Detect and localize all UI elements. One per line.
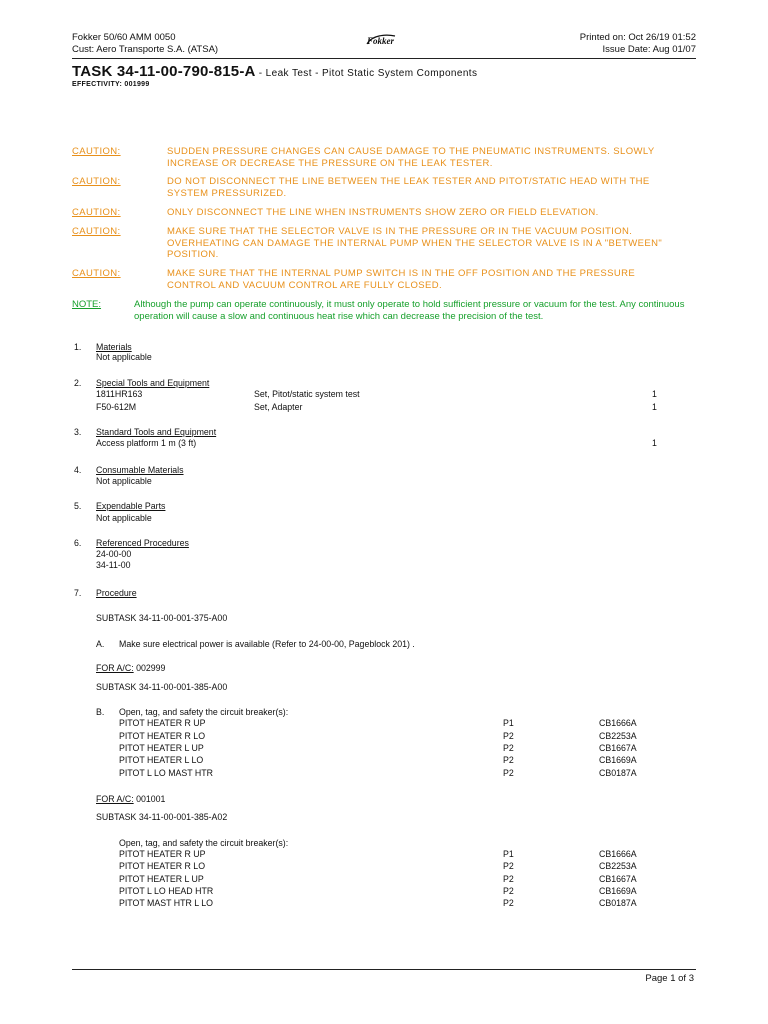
tool-part-number: 1811HR163 [96, 389, 143, 399]
step-b-text: Open, tag, and safety the circuit breaker(s): [119, 707, 289, 717]
subtask-385-a00: SUBTASK 34-11-00-001-385-A00 [96, 682, 228, 692]
breaker-id: CB2253A [599, 861, 637, 871]
caution-label: CAUTION: [72, 207, 121, 218]
for-aircraft-001001 [96, 794, 165, 805]
issue-date: Issue Date: Aug 01/07 [602, 44, 696, 55]
breaker-name: PITOT HEATER R LO [119, 731, 206, 741]
tool-quantity: 1 [652, 402, 657, 412]
caution-label: CAUTION: [72, 226, 121, 237]
breaker-panel: P2 [503, 768, 514, 778]
breaker-id: CB1666A [599, 718, 637, 728]
section-3-title: Standard Tools and Equipment [96, 427, 217, 437]
breaker-id: CB0187A [599, 768, 637, 778]
step-a-letter: A. [96, 639, 105, 649]
breaker-panel: P1 [503, 849, 514, 859]
for-ac-value: 001001 [133, 794, 166, 804]
fokker-logo-icon [364, 32, 398, 48]
caution-text: SUDDEN PRESSURE CHANGES CAN CAUSE DAMAGE TO THE PNEUMATIC INSTRUMENTS. SLOWLY INCREASE OR DECREASE THE PRESSURE ON THE LEAK TESTER. [167, 146, 655, 169]
tool-part-number: F50-612M [96, 402, 137, 412]
section-5-text: Not applicable [96, 513, 152, 523]
note-text: Although the pump can operate continuously, it must only operate to hold sufficient pressure or vacuum for the test. Any continuous operation will cause a slow and continuous heat rise which can decrease the precision of the test. [134, 299, 685, 322]
breaker-id: CB2253A [599, 731, 637, 741]
section-1-number: 1. [74, 342, 82, 352]
section-2-number: 2. [74, 378, 82, 388]
printed-date: Printed on: Oct 26/19 01:52 [579, 32, 696, 43]
breaker-name: PITOT HEATER L LO [119, 755, 204, 765]
tool-description: Set, Pitot/static system test [254, 389, 360, 399]
caution-label: CAUTION: [72, 146, 121, 157]
customer-name: Cust: Aero Transporte S.A. (ATSA) [72, 44, 219, 55]
step-b-letter: B. [96, 707, 105, 717]
breaker-panel: P2 [503, 755, 514, 765]
section-6-title: Referenced Procedures [96, 538, 189, 548]
breaker-panel: P1 [503, 718, 514, 728]
task-description: - Leak Test - Pitot Static System Components [255, 68, 478, 79]
section-5-title: Expendable Parts [96, 501, 166, 511]
breaker-name: PITOT HEATER R LO [119, 861, 206, 871]
section-7-title: Procedure [96, 588, 137, 598]
breaker-name: PITOT HEATER L UP [119, 743, 204, 753]
effectivity: EFFECTIVITY: 001999 [72, 81, 150, 88]
breaker-id: CB1666A [599, 849, 637, 859]
referenced-procedure: 34-11-00 [96, 560, 131, 570]
for-aircraft-002999 [96, 663, 165, 674]
caution-text: ONLY DISCONNECT THE LINE WHEN INSTRUMENTS SHOW ZERO OR FIELD ELEVATION. [167, 207, 599, 218]
section-1-title: Materials [96, 342, 132, 352]
section-7-number: 7. [74, 588, 82, 598]
tool-quantity: 1 [652, 389, 657, 399]
page-number: Page 1 of 3 [645, 973, 694, 984]
svg-text:Fokker: Fokker [367, 36, 394, 46]
breaker-name: PITOT HEATER R UP [119, 718, 206, 728]
caution-label: CAUTION: [72, 176, 121, 187]
section-3-number: 3. [74, 427, 82, 437]
breaker-panel: P2 [503, 886, 514, 896]
section-5-number: 5. [74, 501, 82, 511]
breaker-panel: P2 [503, 874, 514, 884]
section-6-number: 6. [74, 538, 82, 548]
step-a-text: Make sure electrical power is available (Refer to 24-00-00, Pageblock 201) . [119, 639, 415, 649]
caution-label: CAUTION: [72, 268, 121, 279]
section-4-text: Not applicable [96, 476, 152, 486]
breaker-id: CB1669A [599, 755, 637, 765]
header-rule [72, 58, 696, 59]
manual-reference: Fokker 50/60 AMM 0050 [72, 32, 176, 43]
for-ac-label: FOR A/C: [96, 663, 134, 673]
for-ac-label: FOR A/C: [96, 794, 134, 804]
footer-rule [72, 969, 696, 970]
standard-tool-quantity: 1 [652, 438, 657, 448]
breaker-name: PITOT L LO HEAD HTR [119, 886, 214, 896]
section-1-text: Not applicable [96, 352, 152, 362]
task-number: TASK 34-11-00-790-815-A [72, 63, 256, 80]
caution-text: DO NOT DISCONNECT THE LINE BETWEEN THE LEAK TESTER AND PITOT/STATIC HEAD WITH THE SYSTEM PRESSURIZED. [167, 176, 650, 199]
task-title-line [72, 63, 477, 80]
caution-text: MAKE SURE THAT THE INTERNAL PUMP SWITCH IS IN THE OFF POSITION AND THE PRESSURE CONTROL AND VACUUM CONTROL ARE FULLY CLOSED. [167, 268, 636, 291]
breaker-name: PITOT HEATER R UP [119, 849, 206, 859]
tool-description: Set, Adapter [254, 402, 303, 412]
note-label: NOTE: [72, 299, 102, 310]
section-2-title: Special Tools and Equipment [96, 378, 210, 388]
section-4-number: 4. [74, 465, 82, 475]
breaker-id: CB0187A [599, 898, 637, 908]
step-c-text: Open, tag, and safety the circuit breaker(s): [119, 838, 289, 848]
for-ac-value: 002999 [133, 663, 166, 673]
referenced-procedure: 24-00-00 [96, 549, 132, 559]
breaker-id: CB1667A [599, 874, 637, 884]
breaker-id: CB1667A [599, 743, 637, 753]
standard-tool-name: Access platform 1 m (3 ft) [96, 438, 197, 448]
caution-text: MAKE SURE THAT THE SELECTOR VALVE IS IN THE PRESSURE OR IN THE VACUUM POSITION. OVERHEATING CAN DAMAGE THE INTERNAL PUMP WHEN THE SELECTOR VALVE IS IN A "BETWEEN" POSITION. [167, 226, 663, 260]
section-4-title: Consumable Materials [96, 465, 184, 475]
breaker-panel: P2 [503, 898, 514, 908]
breaker-panel: P2 [503, 731, 514, 741]
breaker-id: CB1669A [599, 886, 637, 896]
breaker-panel: P2 [503, 743, 514, 753]
subtask-375: SUBTASK 34-11-00-001-375-A00 [96, 613, 228, 623]
breaker-name: PITOT MAST HTR L LO [119, 898, 214, 908]
breaker-name: PITOT L LO MAST HTR [119, 768, 214, 778]
breaker-panel: P2 [503, 861, 514, 871]
subtask-385-a02: SUBTASK 34-11-00-001-385-A02 [96, 812, 228, 822]
breaker-name: PITOT HEATER L UP [119, 874, 204, 884]
